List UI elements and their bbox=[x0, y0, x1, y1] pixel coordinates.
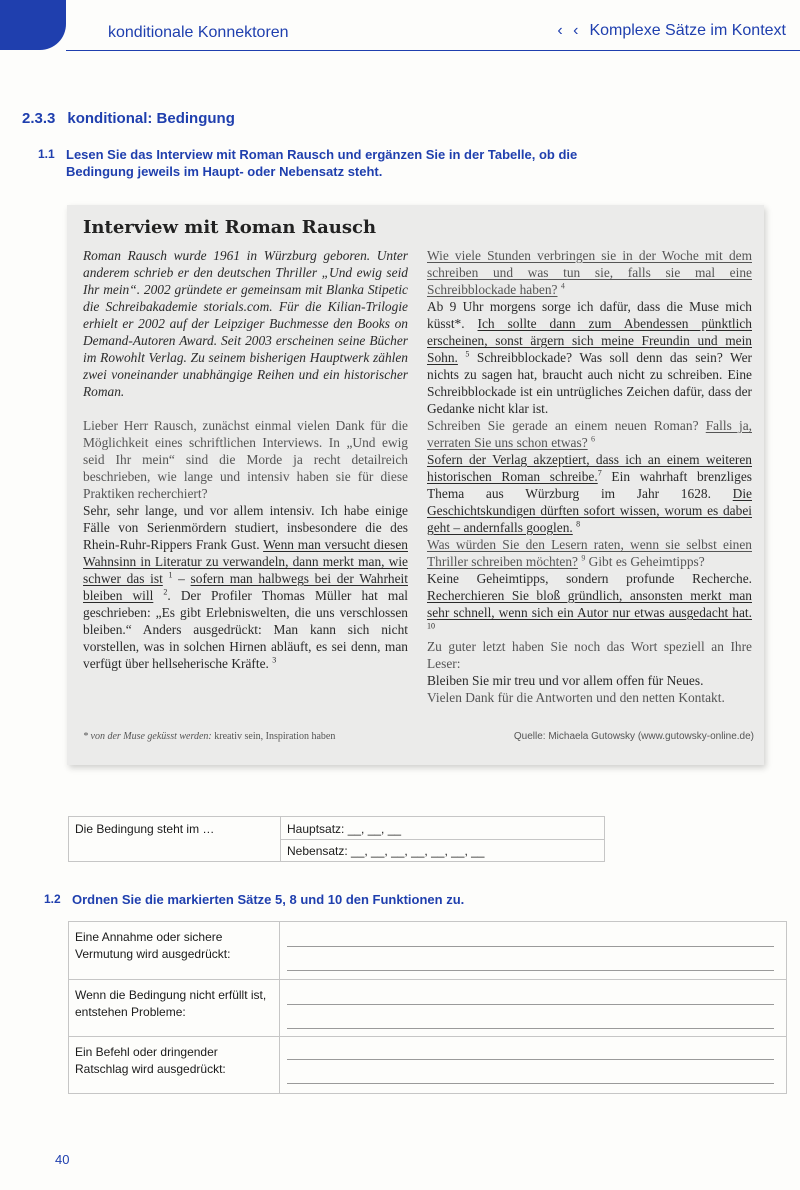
table-divider bbox=[281, 839, 604, 840]
answer-2: Ab 9 Uhr morgens sorge ich dafür, dass die Muse mich küsst*. Ich sollte dann zum Abendessen pünktlich erscheinen, sonst ärgern sich meine Freundin und mein Sohn. $^5$ Schreibblockade? Was soll denn das sein? Wer nichts zu sagen hat, braucht auch nicht zu schreiben. Eine Schreibblockade ist ein untrügliches Zeichen dafür, dass der Gedanke nicht klar ist. bbox=[427, 299, 752, 416]
task-1-2 bbox=[44, 891, 592, 908]
answer-5: Bleiben Sie mir treu und vor allem offen für Neues. bbox=[427, 673, 704, 688]
function-row bbox=[69, 1036, 786, 1094]
answer-line[interactable] bbox=[287, 970, 774, 971]
header-chapter-title: Komplexe Sätze im Kontext bbox=[589, 22, 786, 39]
interview-column-left bbox=[83, 247, 408, 672]
question-4: Was würden Sie den Lesern raten, wenn sie selbst einen Thriller schreiben möchten? $^9$ Gibt es Geheimtipps? bbox=[427, 537, 752, 569]
function-label: Wenn die Bedingung nicht erfüllt ist, entstehen Probleme: bbox=[75, 988, 267, 1019]
header-topic: konditionale Konnektoren bbox=[108, 24, 289, 41]
answer-4: Keine Geheimtipps, sondern profunde Recherche. Recherchieren Sie bloß gründlich, ansonsten merkt man sehr schnell, wenn sich ein Autor nur etwas ausgedacht hat. $^{10}$ bbox=[427, 571, 752, 631]
header-chapter bbox=[557, 22, 786, 40]
task-instruction: Ordnen Sie die markierten Sätze 5, 8 und 10 den Funktionen zu. bbox=[72, 892, 465, 907]
question-3: Schreiben Sie gerade an einem neuen Roman? Falls ja, verraten Sie uns schon etwas? $^6$ bbox=[427, 418, 752, 450]
section-heading bbox=[22, 110, 235, 127]
answer-line[interactable] bbox=[287, 1083, 774, 1084]
task-number: 1.2 bbox=[44, 892, 61, 906]
double-chevron-left-icon: ‹ ‹ bbox=[557, 22, 582, 39]
function-row bbox=[69, 922, 786, 979]
intro-paragraph: Roman Rausch wurde 1961 in Würzburg geboren. Unter anderem schrieb er den deutschen Thriller „Und ewig seid Ihr mein“. 2002 gründete er gemeinsam mit Blanka Stipetic die Schreibakademie storials.com. Für die Kilian-Trilogie erhielt er 2002 auf der Leipziger Buchmesse den Books on Demand-Autoren Award. Seit 2003 erscheinen seine Bücher im Rowohlt Verlag. Zu seinem bisherigen Hauptwerk zählen zwei voneinander unabhängige Reihen und ein historischer Roman. bbox=[83, 248, 408, 399]
nebensatz-answer-field[interactable]: Nebensatz: __, __, __, __, __, __, __ bbox=[287, 844, 485, 858]
section-number: 2.3.3 bbox=[22, 110, 56, 127]
chapter-tab bbox=[0, 0, 66, 50]
task-instruction: Lesen Sie das Interview mit Roman Rausch und ergänzen Sie in der Tabelle, ob die Bedingung jeweils im Haupt- oder Nebensatz steht. bbox=[66, 147, 578, 179]
answer-line[interactable] bbox=[287, 1059, 774, 1060]
condition-label: Die Bedingung steht im … bbox=[69, 817, 281, 861]
function-label: Eine Annahme oder sichere Vermutung wird ausgedrückt: bbox=[75, 930, 231, 961]
function-label: Ein Befehl oder dringender Ratschlag wird ausgedrückt: bbox=[75, 1045, 226, 1076]
question-1: Lieber Herr Rausch, zunächst einmal vielen Dank für die Möglichkeit eines schriftlichen Interviews. In „Und ewig seid Ihr mein“ sind die Morde ja recht detailreich beschrieben, wie lange und intensiv haben sie für diese Praktiken recherchiert? bbox=[83, 418, 408, 501]
hauptsatz-answer-field[interactable]: Hauptsatz: __, __, __ bbox=[287, 822, 402, 836]
interview-column-right bbox=[427, 247, 752, 706]
footnote bbox=[83, 731, 335, 742]
page-number: 40 bbox=[55, 1152, 70, 1167]
function-row bbox=[69, 979, 786, 1037]
question-5: Zu guter letzt haben Sie noch das Wort speziell an Ihre Leser: bbox=[427, 639, 752, 671]
question-2: Wie viele Stunden verbringen sie in der Woche mit dem schreiben und was tun sie, falls sie mal eine Schreibblockade haben? $^4$ bbox=[427, 248, 752, 297]
interview-box bbox=[67, 205, 764, 765]
closing: Vielen Dank für die Antworten und den netten Kontakt. bbox=[427, 690, 725, 705]
footnote-definition: kreativ sein, Inspiration haben bbox=[211, 731, 336, 742]
header-divider bbox=[66, 50, 800, 51]
task-number: 1.1 bbox=[38, 147, 55, 161]
condition-table bbox=[68, 816, 605, 862]
answer-line[interactable] bbox=[287, 1028, 774, 1029]
interview-title: Interview mit Roman Rausch bbox=[83, 217, 377, 238]
section-title: konditional: Bedingung bbox=[67, 110, 235, 127]
footnote-term: * von der Muse geküsst werden: bbox=[83, 731, 212, 742]
answer-line[interactable] bbox=[287, 1004, 774, 1005]
answer-3: Sofern der Verlag akzeptiert, dass ich an einem weiteren historischen Roman schreibe.$^7$ Ein wahrhaft brenzliges Thema aus Würzburg im Jahr 1628. Die Geschichtskundigen dürften sofort wissen, worum es dabei geht – andernfalls googlen. $^8$ bbox=[427, 452, 752, 535]
answer-1: Sehr, sehr lange, und vor allem intensiv. Ich habe einige Fälle von Serienmördern studiert, insbesondere die des Rhein-Ruhr-Rippers Frank Gust. Wenn man versucht diesen Wahnsinn in Literatur zu verwandeln, dann merkt man, wie schwer das ist $^1$ – sofern man halbwegs bei der Wahrheit bleiben will $^2$. Der Profiler Thomas Müller hat mal geschrieben: „Es gibt Erlebniswelten, die uns verschlossen bleiben.“ Anders ausgedrückt: Man kann sich nicht vorstellen, was in solchen Hirnen abläuft, es sei denn, man verfügt über hellseherische Kräfte. $^3$ bbox=[83, 503, 408, 671]
task-1-1 bbox=[38, 146, 586, 180]
function-table bbox=[68, 921, 787, 1094]
source-citation: Quelle: Michaela Gutowsky (www.gutowsky-online.de) bbox=[513, 731, 754, 742]
answer-line[interactable] bbox=[287, 946, 774, 947]
